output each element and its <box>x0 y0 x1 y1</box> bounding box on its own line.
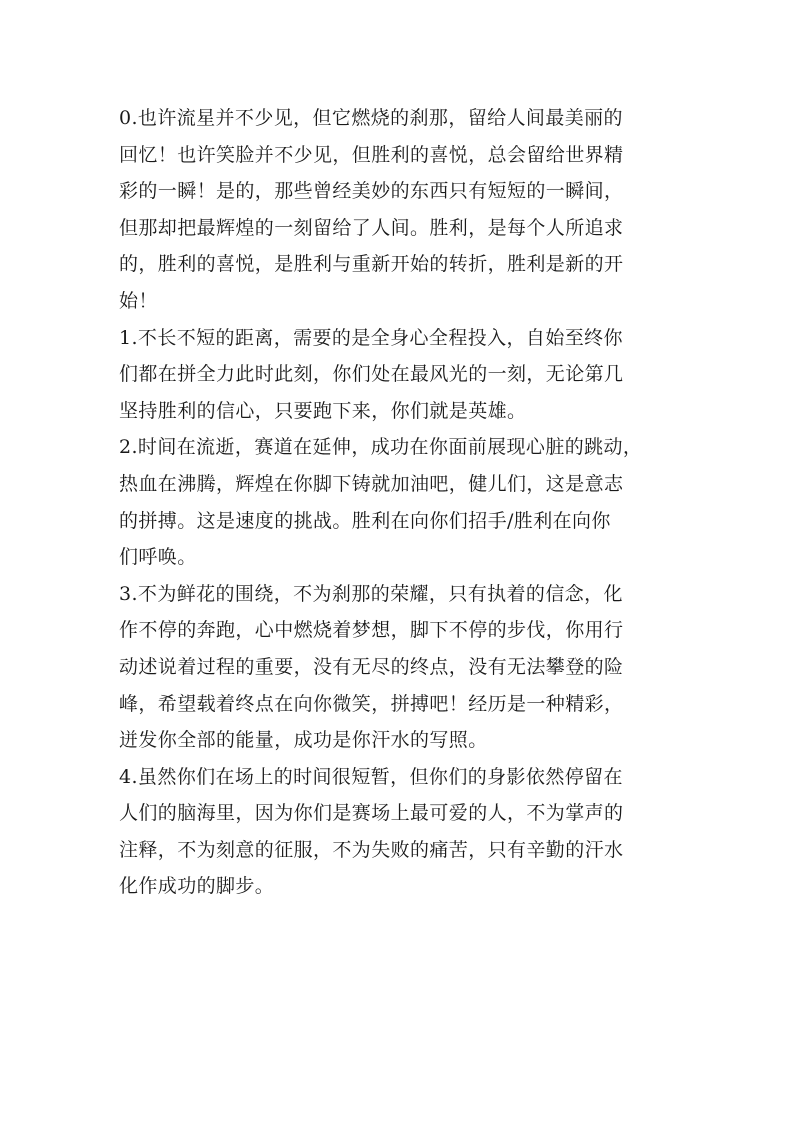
paragraph-0: 0.也许流星并不少见，但它燃烧的刹那，留给人间最美丽的 回忆！也许笑脸并不少见，但胜利的喜悦，总会留给世界精 彩的一瞬！是的，那些曾经美妙的东西只有短短的一瞬间， 但那却把最辉煌的一刻留给了人间。胜利，是每个人所追求 的，胜利的喜悦，是胜利与重新开始的转折，胜利是新的开 始！ <box>119 107 624 312</box>
paragraph-4: 4.虽然你们在场上的时间很短暂，但你们的身影依然停留在 人们的脑海里，因为你们是赛场上最可爱的人，不为掌声的 注释，不为刻意的征服，不为失败的痛苦，只有辛勤的汗水 化作成功的脚步。 <box>119 765 624 898</box>
paragraph-1: 1.不长不短的距离，需要的是全身心全程投入，自始至终你 们都在拼全力此时此刻，你们处在最风光的一刻，无论第几 坚持胜利的信心，只要跑下来，你们就是英雄。 <box>119 326 624 422</box>
paragraph-2: 2.时间在流逝，赛道在延伸，成功在你面前展现心脏的跳动， 热血在沸腾，辉煌在你脚下铸就加油吧，健儿们，这是意志 的拼搏。这是速度的挑战。胜利在向你们招手/胜利在向你 们呼唤。 <box>119 436 643 569</box>
paragraph-3: 3.不为鲜花的围绕，不为刹那的荣耀，只有执着的信念，化 作不停的奔跑，心中燃烧着梦想，脚下不停的步伐，你用行 动述说着过程的重要，没有无尽的终点，没有无法攀登的险 峰，希望载着终点在向你微笑，拼搏吧！经历是一种精彩， 迸发你全部的能量，成功是你汗水的写照。 <box>119 582 624 752</box>
document-body <box>119 100 687 905</box>
